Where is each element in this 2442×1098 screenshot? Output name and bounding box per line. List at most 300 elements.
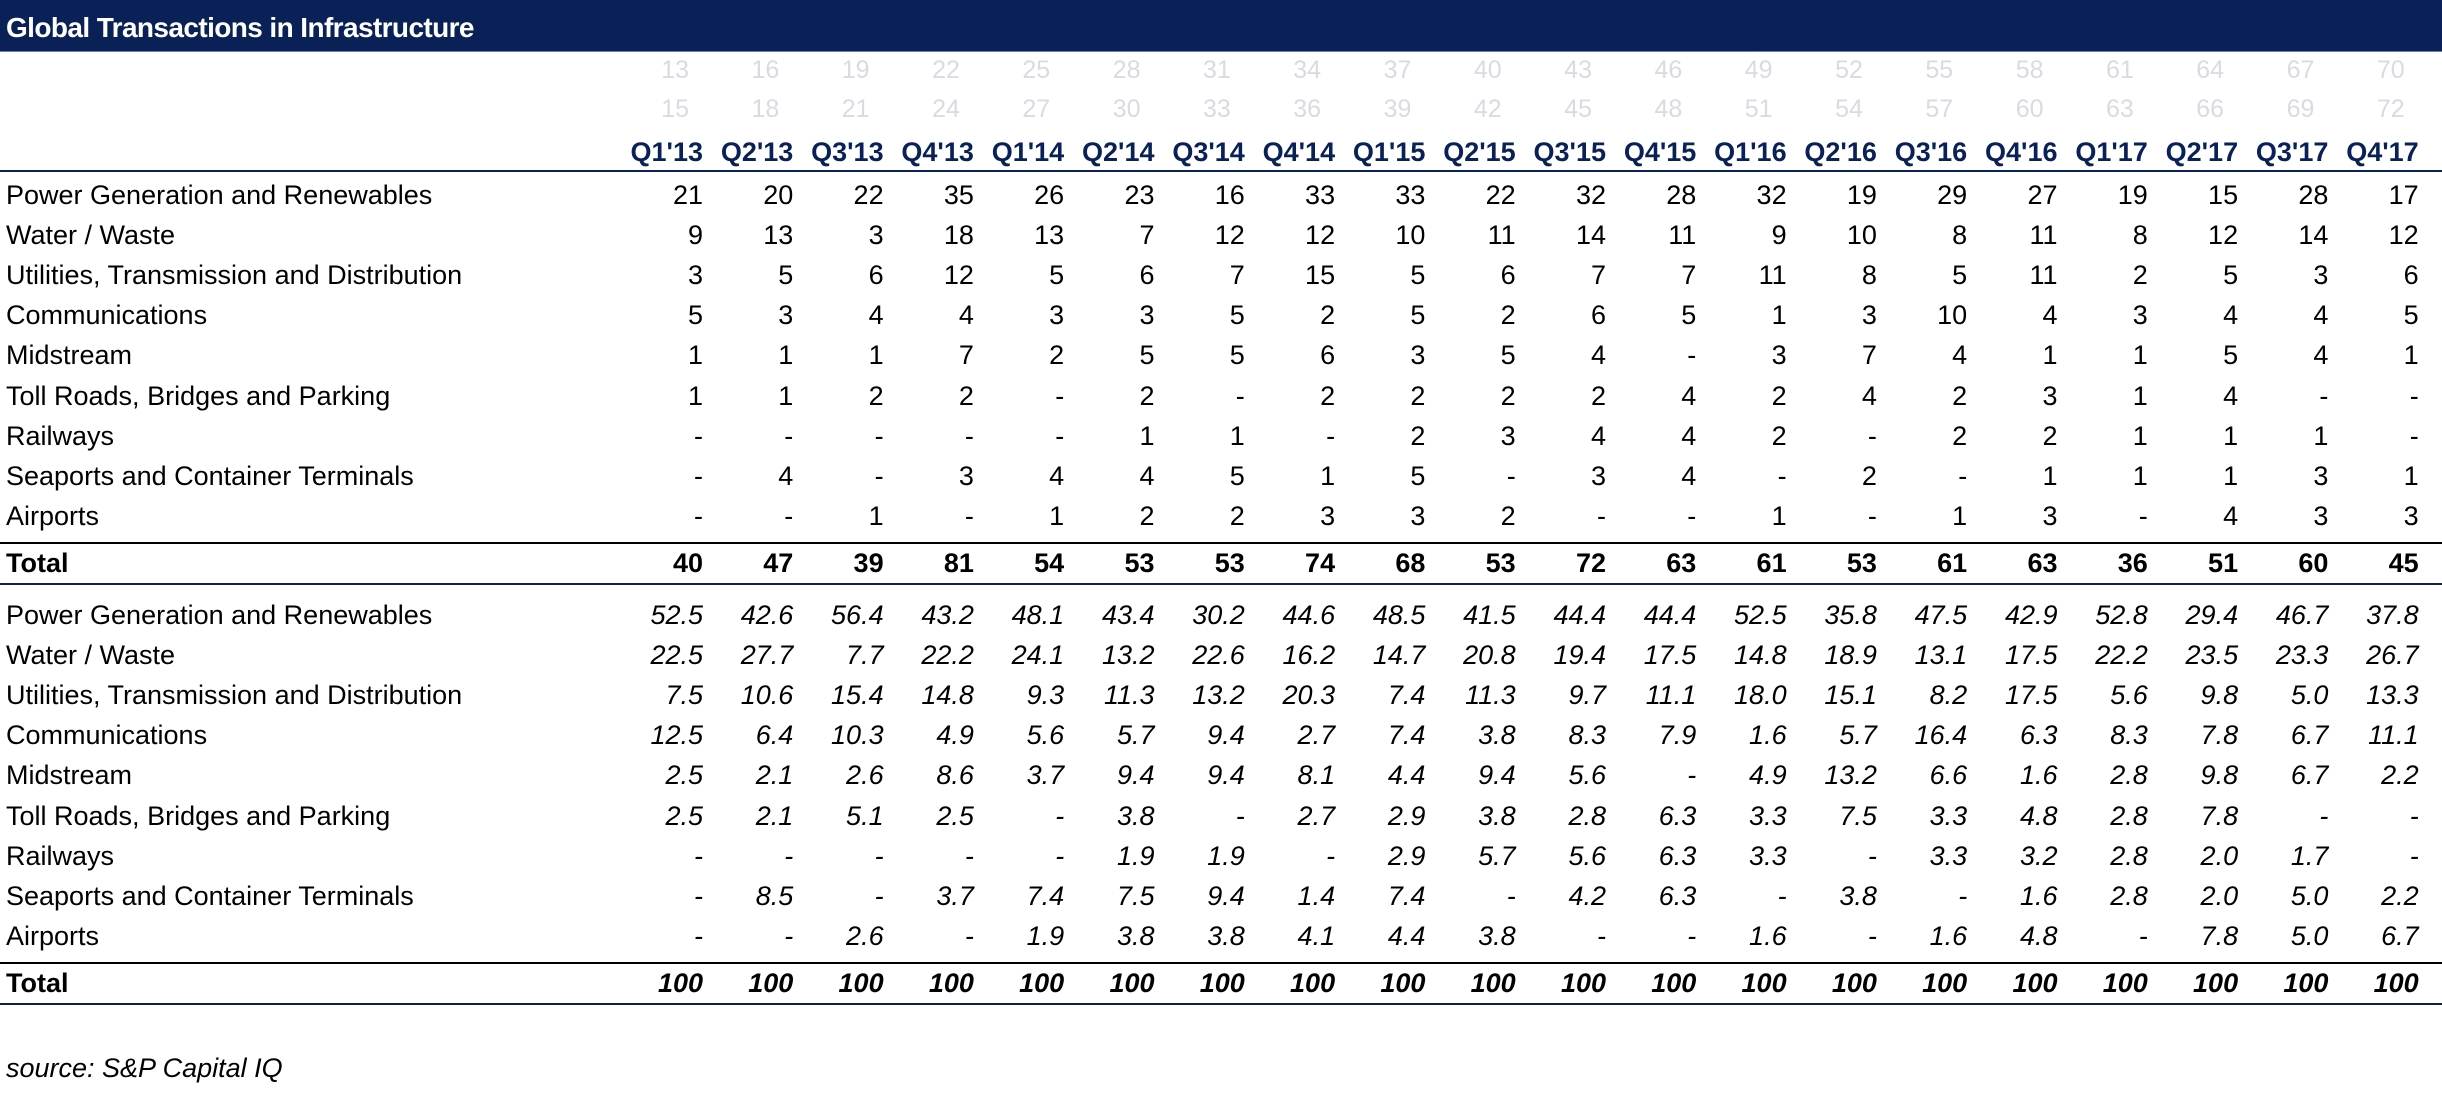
data-cell: 32: [1575, 180, 1606, 210]
quarter-header: Q4'14: [1262, 137, 1336, 167]
data-cell: 15.4: [831, 680, 884, 711]
data-cell: 1: [1952, 500, 1968, 531]
data-cell: -: [1235, 380, 1245, 411]
ghost-cell: 16: [751, 56, 780, 84]
total-cell: 74: [1305, 548, 1336, 578]
data-cell: 2: [1139, 500, 1155, 531]
data-cell: 2.8: [2110, 760, 2148, 791]
data-cell: 14.7: [1372, 640, 1426, 671]
data-cell: 13.1: [1914, 640, 1968, 671]
data-cell: 4.1: [1297, 920, 1336, 951]
data-cell: 6.6: [1929, 760, 1968, 791]
total-cell: 100: [2102, 968, 2148, 998]
data-cell: -: [2319, 800, 2329, 831]
data-cell: 2.9: [1387, 800, 1426, 831]
data-cell: 7.8: [2200, 800, 2239, 831]
data-cell: 7: [1861, 340, 1877, 371]
data-cell: 2.6: [846, 920, 884, 951]
data-cell: 4.9: [1749, 760, 1787, 791]
data-cell: 29: [1937, 180, 1968, 210]
data-cell: 4: [2223, 380, 2239, 411]
data-cell: 2: [958, 380, 974, 411]
ghost-cell: 37: [1383, 56, 1412, 84]
data-cell: 4: [1861, 380, 1877, 411]
data-cell: 48.1: [1011, 600, 1065, 630]
total-cell: 100: [1290, 968, 1336, 998]
data-cell: -: [1235, 800, 1245, 831]
ghost-cell: 60: [2015, 95, 2044, 123]
total-label: Total: [6, 548, 69, 578]
data-cell: 24.1: [1011, 640, 1065, 671]
data-cell: 4: [958, 300, 974, 331]
data-cell: 1: [687, 380, 703, 411]
row-label: Water / Waste: [6, 640, 176, 671]
data-cell: -: [1506, 460, 1516, 491]
data-cell: -: [694, 880, 703, 911]
data-cell: 6: [868, 260, 884, 291]
data-cell: 13: [1034, 220, 1065, 251]
data-cell: 7: [1229, 260, 1245, 291]
ghost-cell: 42: [1473, 95, 1502, 123]
data-cell: 9.7: [1568, 680, 1606, 711]
total-cell: 100: [1109, 968, 1155, 998]
ghost-cell: 45: [1564, 95, 1592, 123]
data-cell: 5: [1229, 460, 1245, 491]
data-cell: 5: [1952, 260, 1968, 291]
data-cell: 3: [1410, 500, 1426, 531]
data-cell: 4.8: [2019, 800, 2058, 831]
data-cell: 9.4: [1207, 720, 1245, 751]
data-cell: 22.5: [650, 640, 703, 671]
row-label: Airports: [6, 500, 100, 531]
data-cell: 6: [1590, 300, 1606, 331]
table-title: Global Transactions in Infrastructure: [6, 12, 474, 43]
data-cell: 7.9: [1658, 720, 1697, 751]
ghost-cell: 69: [2286, 95, 2315, 123]
total-cell: 72: [1575, 548, 1606, 578]
ghost-cell: 24: [932, 95, 960, 123]
data-cell: 18.9: [1824, 640, 1877, 671]
data-cell: 19: [1846, 180, 1877, 210]
data-cell: 20: [763, 180, 794, 210]
ghost-cell: 46: [1654, 56, 1683, 84]
data-cell: 5.6: [1568, 840, 1606, 871]
total-cell: 61: [1756, 548, 1787, 578]
data-cell: -: [1326, 840, 1336, 871]
data-cell: 2: [1410, 420, 1426, 451]
data-cell: 11: [2029, 260, 2058, 291]
quarter-header: Q4'16: [1985, 137, 2058, 167]
data-cell: 16.2: [1282, 640, 1336, 671]
data-cell: -: [2409, 840, 2419, 871]
total-cell: 68: [1395, 548, 1426, 578]
data-cell: 4: [2223, 500, 2239, 531]
data-cell: 14: [2298, 220, 2329, 251]
quarter-header: Q2'13: [720, 137, 794, 167]
data-cell: 1.6: [1929, 920, 1968, 951]
data-cell: 27.7: [740, 640, 794, 671]
total-cell: 54: [1034, 548, 1065, 578]
data-cell: 7.5: [1839, 800, 1877, 831]
data-cell: 28: [2298, 180, 2329, 210]
data-cell: -: [784, 420, 794, 451]
data-cell: -: [784, 920, 794, 951]
ghost-cell: 48: [1654, 95, 1683, 123]
data-cell: 47.5: [1914, 600, 1968, 630]
data-cell: 2.5: [665, 800, 703, 831]
total-cell: 100: [2373, 968, 2419, 998]
data-cell: -: [694, 840, 703, 871]
data-cell: 3: [958, 460, 974, 491]
data-cell: -: [1597, 920, 1606, 951]
data-cell: 5: [1049, 260, 1065, 291]
data-cell: -: [694, 420, 703, 451]
ghost-cell: 21: [841, 95, 870, 123]
data-cell: 5: [2403, 300, 2419, 331]
data-cell: 2.6: [846, 760, 884, 791]
data-cell: 10: [1395, 220, 1426, 251]
data-cell: 2: [1049, 340, 1065, 371]
data-cell: 4: [778, 460, 794, 491]
data-cell: 46.7: [2275, 600, 2329, 630]
data-cell: 29.4: [2185, 600, 2239, 630]
ghost-cell: 40: [1473, 56, 1502, 84]
ghost-cell: 13: [661, 56, 689, 84]
data-cell: 2: [1952, 420, 1968, 451]
data-cell: 17.5: [2004, 680, 2058, 711]
total-cell: 100: [1831, 968, 1877, 998]
data-cell: 11.1: [1645, 680, 1697, 711]
quarter-header: Q1'15: [1352, 137, 1426, 167]
data-cell: 4: [2313, 300, 2329, 331]
total-cell: 61: [1937, 548, 1968, 578]
data-cell: 5: [1681, 300, 1697, 331]
data-cell: 4: [1952, 340, 1968, 371]
data-cell: -: [1055, 380, 1065, 411]
data-cell: 1: [2042, 340, 2058, 371]
data-cell: 16: [1214, 180, 1245, 210]
total-cell: 100: [1470, 968, 1516, 998]
data-cell: -: [964, 500, 974, 531]
data-cell: 1.9: [1116, 840, 1155, 871]
total-cell: 100: [1741, 968, 1787, 998]
data-cell: 3: [1139, 300, 1155, 331]
data-cell: 5: [778, 260, 794, 291]
quarter-header: Q4'13: [901, 137, 974, 167]
data-cell: 4.9: [936, 720, 974, 751]
quarter-header: Q3'17: [2255, 137, 2329, 167]
data-cell: 6.7: [2290, 760, 2329, 791]
data-cell: 3: [1771, 340, 1787, 371]
data-cell: 1: [778, 380, 794, 411]
data-cell: 11: [2029, 220, 2058, 251]
data-cell: 22: [853, 180, 884, 210]
data-cell: 1: [2042, 460, 2058, 491]
data-cell: -: [784, 840, 794, 871]
data-cell: -: [1326, 420, 1336, 451]
data-cell: 3: [1320, 500, 1336, 531]
data-cell: -: [1055, 800, 1065, 831]
data-cell: 52.8: [2095, 600, 2148, 630]
data-cell: 4: [1681, 460, 1697, 491]
header-rule: [0, 170, 2442, 172]
data-cell: 7: [958, 340, 974, 371]
total-cell: 47: [763, 548, 794, 578]
total-cell: 100: [748, 968, 794, 998]
data-cell: -: [694, 460, 703, 491]
data-cell: 12: [2208, 220, 2239, 251]
data-cell: -: [1597, 500, 1606, 531]
data-cell: 56.4: [831, 600, 884, 630]
data-cell: 1.4: [1297, 880, 1336, 911]
data-cell: 7.4: [1387, 720, 1426, 751]
data-cell: 3.3: [1929, 840, 1968, 871]
data-cell: 3: [1410, 340, 1426, 371]
data-cell: 22.2: [2095, 640, 2148, 671]
ghost-cell: 52: [1835, 56, 1863, 84]
data-cell: -: [1777, 880, 1787, 911]
data-cell: 2: [1500, 300, 1516, 331]
data-cell: 5: [1229, 300, 1245, 331]
row-label: Communications: [6, 720, 208, 751]
data-cell: 6.3: [1658, 840, 1697, 871]
data-cell: 3: [687, 260, 703, 291]
data-cell: -: [694, 500, 703, 531]
data-cell: 1.6: [1749, 720, 1787, 751]
data-cell: -: [784, 500, 794, 531]
data-cell: 20.3: [1282, 680, 1336, 711]
data-cell: 12.5: [650, 720, 703, 751]
data-cell: 1: [1771, 500, 1787, 531]
quarter-header: Q2'15: [1443, 137, 1516, 167]
data-cell: 4.4: [1387, 760, 1426, 791]
data-cell: -: [1867, 840, 1877, 871]
data-cell: 1.7: [2290, 840, 2329, 871]
data-cell: 4: [868, 300, 884, 331]
data-cell: 30.2: [1192, 600, 1245, 630]
data-cell: 2: [2132, 260, 2148, 291]
data-cell: 14.8: [1734, 640, 1787, 671]
data-cell: 1: [1139, 420, 1155, 451]
quarter-header: Q3'16: [1894, 137, 1968, 167]
total-cell: 53: [1214, 548, 1245, 578]
data-cell: 1.6: [2019, 760, 2058, 791]
data-cell: 3.3: [1749, 800, 1787, 831]
total-bottom-rule: [0, 1003, 2442, 1005]
data-cell: 28: [1666, 180, 1697, 210]
data-cell: -: [1867, 420, 1877, 451]
data-cell: 6.4: [755, 720, 794, 751]
data-cell: 18: [943, 220, 974, 251]
data-cell: 26: [1034, 180, 1065, 210]
data-cell: 3.8: [1478, 800, 1516, 831]
total-cell: 100: [1560, 968, 1606, 998]
data-cell: 8.5: [755, 880, 794, 911]
source-note: source: S&P Capital IQ: [6, 1053, 283, 1083]
data-cell: 13.2: [1101, 640, 1155, 671]
quarter-header: Q1'14: [991, 137, 1065, 167]
data-cell: 9.4: [1207, 760, 1245, 791]
ghost-cell: 36: [1293, 95, 1322, 123]
data-cell: 6.7: [2381, 920, 2419, 951]
data-cell: 3.2: [2019, 840, 2058, 871]
data-cell: 4: [2313, 340, 2329, 371]
data-cell: 22.6: [1192, 640, 1245, 671]
data-cell: 5.0: [2290, 920, 2329, 951]
data-cell: 2.9: [1387, 840, 1426, 871]
data-cell: 2.8: [2110, 840, 2148, 871]
ghost-cell: 54: [1835, 95, 1863, 123]
ghost-cell: 18: [751, 95, 780, 123]
ghost-cell: 66: [2196, 95, 2225, 123]
data-cell: 20.8: [1463, 640, 1516, 671]
data-cell: 5.6: [2110, 680, 2148, 711]
row-label: Power Generation and Renewables: [6, 600, 433, 630]
data-cell: 22: [1485, 180, 1516, 210]
data-cell: 3: [868, 220, 884, 251]
data-cell: -: [1055, 840, 1065, 871]
data-cell: 11.1: [2368, 720, 2419, 751]
row-label: Toll Roads, Bridges and Parking: [6, 380, 391, 411]
data-cell: 23.5: [2185, 640, 2239, 671]
total-top-rule: [0, 962, 2442, 964]
data-cell: 5.0: [2290, 880, 2329, 911]
quarter-header: Q3'14: [1172, 137, 1245, 167]
data-cell: 2: [1410, 380, 1426, 411]
data-cell: 7.5: [665, 680, 703, 711]
data-cell: 2: [1229, 500, 1245, 531]
data-cell: 2: [1590, 380, 1606, 411]
data-cell: 4: [1139, 460, 1155, 491]
data-cell: 2.2: [2381, 760, 2419, 791]
ghost-cell: 72: [2376, 95, 2405, 123]
total-cell: 63: [1666, 548, 1697, 578]
total-cell: 36: [2117, 548, 2148, 578]
data-cell: 32: [1756, 180, 1787, 210]
total-top-rule: [0, 542, 2442, 544]
row-label: Seaports and Container Terminals: [6, 460, 414, 491]
data-cell: 9.4: [1116, 760, 1155, 791]
ghost-cell: 25: [1022, 56, 1051, 84]
total-cell: 60: [2298, 548, 2329, 578]
data-cell: -: [2319, 380, 2329, 411]
total-cell: 100: [657, 968, 703, 998]
total-cell: 39: [853, 548, 884, 578]
data-cell: 2: [868, 380, 884, 411]
data-cell: 33: [1395, 180, 1426, 210]
data-cell: 3.8: [1116, 920, 1155, 951]
data-cell: 8: [2132, 220, 2148, 251]
data-cell: -: [1687, 500, 1697, 531]
total-cell: 100: [838, 968, 884, 998]
data-cell: 3.8: [1839, 880, 1877, 911]
ghost-cell: 61: [2105, 56, 2134, 84]
row-label: Utilities, Transmission and Distribution: [6, 260, 463, 291]
data-cell: 11: [1758, 260, 1787, 291]
data-cell: 3: [2313, 260, 2329, 291]
data-cell: 1: [2223, 460, 2239, 491]
data-cell: 8.3: [1568, 720, 1606, 751]
ghost-cell: 39: [1383, 95, 1412, 123]
data-cell: 33: [1305, 180, 1336, 210]
data-cell: -: [2138, 500, 2148, 531]
data-cell: 5.7: [1116, 720, 1155, 751]
total-cell: 100: [2012, 968, 2058, 998]
data-cell: 9.3: [1026, 680, 1065, 711]
total-cell: 100: [1922, 968, 1968, 998]
data-cell: 13.2: [1824, 760, 1877, 791]
data-cell: 12: [1305, 220, 1336, 251]
total-cell: 81: [943, 548, 974, 578]
data-cell: 9.8: [2200, 680, 2239, 711]
data-cell: -: [1958, 880, 1968, 911]
data-cell: 2.1: [755, 800, 794, 831]
data-cell: 2.2: [2381, 880, 2419, 911]
data-cell: 37.8: [2366, 600, 2419, 630]
total-cell: 53: [1124, 548, 1155, 578]
data-cell: 8: [1952, 220, 1968, 251]
total-cell: 100: [1380, 968, 1426, 998]
data-cell: 17.5: [2004, 640, 2058, 671]
data-cell: -: [874, 880, 884, 911]
data-cell: 4: [2223, 300, 2239, 331]
data-cell: 1: [1049, 500, 1065, 531]
quarter-header: Q2'14: [1082, 137, 1155, 167]
row-label: Railways: [6, 840, 115, 871]
data-cell: 19.4: [1553, 640, 1606, 671]
data-cell: 3: [2403, 500, 2419, 531]
data-cell: 3: [778, 300, 794, 331]
total-cell: 100: [1019, 968, 1065, 998]
data-cell: 44.6: [1282, 600, 1336, 630]
data-cell: 1: [2223, 420, 2239, 451]
data-cell: 5: [1410, 460, 1426, 491]
total-cell: 100: [2283, 968, 2329, 998]
data-cell: 11: [1487, 220, 1516, 251]
data-cell: 7: [1681, 260, 1697, 291]
total-cell: 100: [2193, 968, 2239, 998]
data-cell: 12: [2388, 220, 2419, 251]
data-cell: 8.1: [1297, 760, 1336, 791]
data-cell: 8.2: [1929, 680, 1968, 711]
data-cell: 2: [1771, 420, 1787, 451]
data-cell: 8.6: [936, 760, 974, 791]
data-cell: 18.0: [1734, 680, 1787, 711]
data-cell: 2.8: [2110, 880, 2148, 911]
data-cell: 2.7: [1297, 720, 1336, 751]
ghost-cell: 19: [841, 56, 870, 84]
data-cell: 2.5: [665, 760, 703, 791]
data-cell: 35: [943, 180, 974, 210]
data-cell: 15: [1305, 260, 1336, 291]
data-cell: 1: [1771, 300, 1787, 331]
ghost-cell: 70: [2376, 56, 2405, 84]
data-cell: 48.5: [1372, 600, 1426, 630]
data-cell: 2: [1320, 380, 1336, 411]
data-cell: 6: [1139, 260, 1155, 291]
data-cell: 7.4: [1026, 880, 1065, 911]
title-bar: [0, 0, 2442, 52]
data-cell: -: [1687, 920, 1697, 951]
ghost-cell: 49: [1744, 56, 1773, 84]
data-cell: 10: [1846, 220, 1877, 251]
data-cell: -: [964, 840, 974, 871]
data-cell: 4: [1590, 420, 1606, 451]
data-cell: -: [1506, 880, 1516, 911]
data-cell: 11.3: [1465, 680, 1516, 711]
data-cell: 42.6: [740, 600, 794, 630]
data-cell: 10.3: [831, 720, 884, 751]
